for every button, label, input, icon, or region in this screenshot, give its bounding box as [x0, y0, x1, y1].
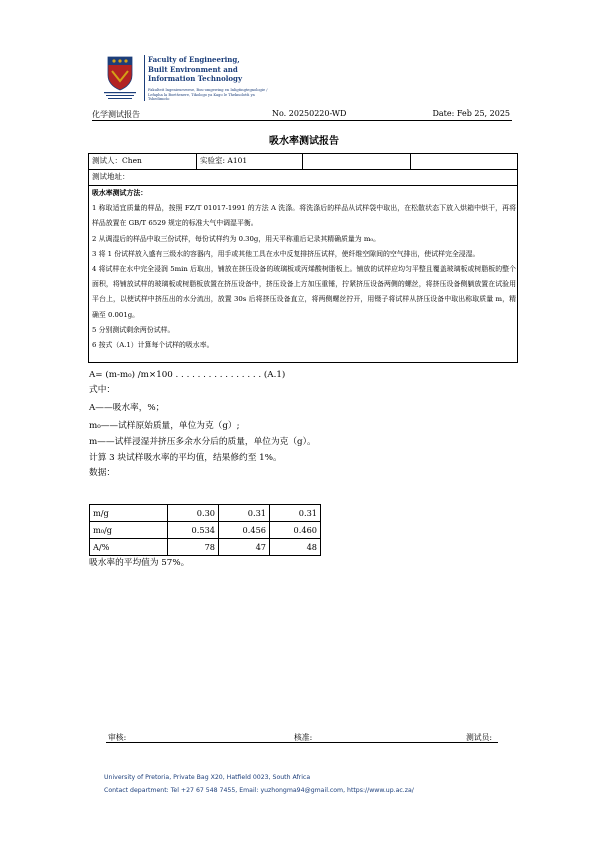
method-step: 5 分别测试剩余两份试样。 [92, 325, 175, 334]
table-row [90, 505, 321, 522]
table-cell: 0.31 [219, 505, 270, 522]
definition-m0: m₀——试样原始质量，单位为克（g）; [89, 421, 240, 431]
faculty-line-3: Information Technology [148, 74, 243, 83]
result-text: 吸水率的平均值为 57%。 [89, 558, 190, 568]
university-crest-logo [100, 53, 140, 101]
review-signature-label: 审核: [108, 733, 127, 742]
row-label: m/g [90, 505, 168, 522]
empty-cell [411, 154, 517, 169]
method-step: 4 将试样在水中完全浸润 5min 后取出，铺放在挤压设备的玻璃板或丙烯酸树脂板上。铺放的试样应均匀平整且覆盖玻璃板或树脂板的整个面积，将铺放试样的玻璃板或树脂板放置在挤压设备中，挤压设备上方加压重锤，拧紧挤压设备两侧的螺丝，将挤压设备侧躺放置在试验用平台上，以使试样中挤压出的水分流出，放置 30s 后将挤压设备直立，将两侧螺丝拧开，用镊子将试样从挤压设备中取出称取质量 m，精确至 0.001g。 [92, 265, 516, 319]
table-cell: 47 [219, 539, 270, 556]
faculty-subtitle: Fakulteit Ingenieurswese, Bou-omgewing en Inligtingtegnologie / Lefapha la Boetšenere, Tikologo ya Kago le Theknolotši ya Tshedimošo [148, 88, 268, 102]
lab-cell: 实验室: A101 [197, 154, 303, 169]
tester-signature-label: 测试员: [466, 733, 493, 742]
info-row-1 [89, 154, 517, 170]
method-step: 2 从调湿后的样品中取三份试样，每份试样约为 0.30g，用天平称重后记录其精确质量为 m₀。 [92, 234, 381, 243]
table-row [90, 522, 321, 539]
empty-cell [303, 154, 411, 169]
formula-expression: A= (m-m₀) /m×100 . . . . . . . . . . . . . . . . (A.1) [89, 370, 286, 380]
report-type: 化学测试报告 [92, 110, 140, 119]
data-label: 数据： [89, 468, 116, 478]
table-cell: 78 [168, 539, 219, 556]
footer-contact: Contact department: Tel +27 67 548 7455, Email: yuzhongma94@gmail.com, https://www.up.ac.za/ [104, 787, 414, 794]
table-cell: 0.30 [168, 505, 219, 522]
data-table [89, 504, 321, 556]
table-cell: 0.460 [270, 522, 321, 539]
report-number: No. 20250220-WD [272, 109, 347, 118]
table-cell: 48 [270, 539, 321, 556]
address-cell: 测试地址： [92, 172, 130, 181]
definition-m: m——试样浸湿并挤压多余水分后的质量，单位为克（g）。 [89, 437, 316, 447]
table-cell: 0.31 [270, 505, 321, 522]
logo-divider [144, 55, 145, 101]
info-row-2 [89, 170, 517, 186]
formula-where: 式中： [89, 385, 116, 395]
method-heading: 吸水率测试方法： [92, 189, 148, 197]
test-info-box [88, 153, 518, 363]
row-label: m₀/g [90, 522, 168, 539]
header-rule [92, 120, 512, 121]
definition-a: A——吸水率，%； [89, 403, 165, 413]
tester-cell: 测试人：Chen [89, 154, 197, 169]
faculty-line-2: Built Environment and [148, 64, 238, 74]
row-label: A/% [90, 539, 168, 556]
test-method [92, 186, 516, 353]
approve-signature-label: 核准: [294, 733, 313, 742]
faculty-line-1: Faculty of Engineering, [148, 55, 240, 64]
calculation-note: 计算 3 块试样吸水率的平均值，结果修约至 1%。 [89, 453, 282, 463]
method-step: 6 按式（A.1）计算每个试样的吸水率。 [92, 341, 214, 350]
report-title: 吸水率测试报告 [269, 136, 339, 147]
footer-address: University of Pretoria, Private Bag X20, Hatfield 0023, South Africa [104, 774, 311, 781]
report-date: Date: Feb 25, 2025 [432, 109, 510, 118]
table-row [90, 539, 321, 556]
method-step: 1 称取适宜质量的样品，按照 FZ/T 01017-1991 的方法 A 洗涤。将洗涤后的样品从试样袋中取出，在松散状态下放入烘箱中烘干，再将样品放置在 GB/T 6529 规定的标准大气中调湿平衡。 [92, 204, 516, 228]
table-cell: 0.534 [168, 522, 219, 539]
method-step: 3 将 1 份试样放入盛有三级水的容器内，用手或其他工具在水中反复排挤压试样，使纤维空隙间的空气排出，使试样完全浸湿。 [92, 249, 480, 258]
signature-line [106, 742, 498, 743]
faculty-name [148, 55, 242, 84]
table-cell: 0.456 [219, 522, 270, 539]
